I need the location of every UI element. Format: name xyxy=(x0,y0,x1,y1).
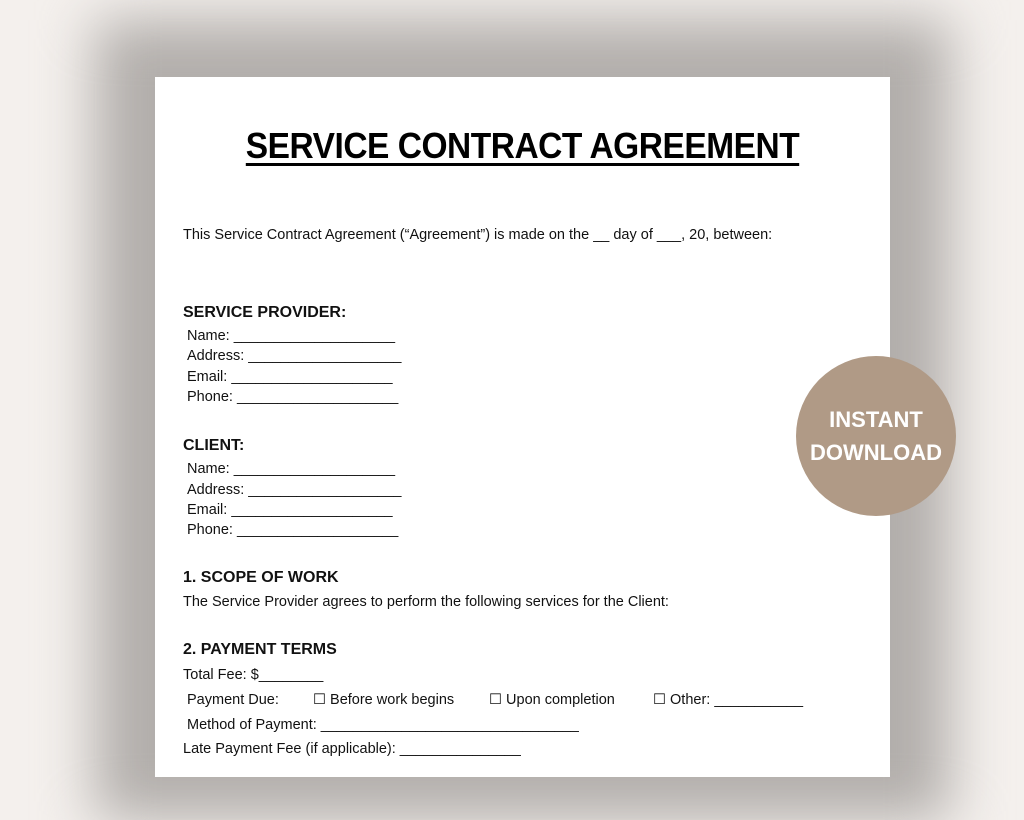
scope-text: The Service Provider agrees to perform the following services for the Client: xyxy=(183,594,669,610)
instant-download-badge xyxy=(796,356,956,516)
late-fee-field: Late Payment Fee (if applicable): _______________ xyxy=(183,741,521,757)
option-other: ☐ Other: ___________ xyxy=(653,692,804,708)
payment-due-label: Payment Due: xyxy=(187,692,279,708)
document-page xyxy=(155,77,890,777)
scope-heading: 1. SCOPE OF WORK xyxy=(183,569,339,586)
provider-name-field: Name: ____________________ xyxy=(187,328,396,344)
client-phone-field: Phone: ____________________ xyxy=(187,522,399,538)
client-address-field: Address: ___________________ xyxy=(187,482,402,498)
payment-heading: 2. PAYMENT TERMS xyxy=(183,641,337,658)
option-upon-completion: ☐ Upon completion xyxy=(489,692,615,708)
option-before-work: ☐ Before work begins xyxy=(313,692,455,708)
badge-line-2: DOWNLOAD xyxy=(810,440,942,465)
provider-phone-field: Phone: ____________________ xyxy=(187,389,399,405)
provider-email-field: Email: ____________________ xyxy=(187,369,393,385)
total-fee-field: Total Fee: $________ xyxy=(183,667,324,683)
client-email-field: Email: ____________________ xyxy=(187,502,393,518)
provider-heading: SERVICE PROVIDER: xyxy=(183,304,347,321)
badge-line-1: INSTANT xyxy=(829,407,923,432)
client-heading: CLIENT: xyxy=(183,437,245,454)
payment-method-field: Method of Payment: ________________________________ xyxy=(187,717,579,733)
intro-text: This Service Contract Agreement (“Agreement”) is made on the __ day of ___, 20, between: xyxy=(183,227,773,243)
document-title: SERVICE CONTRACT AGREEMENT xyxy=(245,125,800,166)
provider-address-field: Address: ___________________ xyxy=(187,348,402,364)
client-name-field: Name: ____________________ xyxy=(187,461,396,477)
